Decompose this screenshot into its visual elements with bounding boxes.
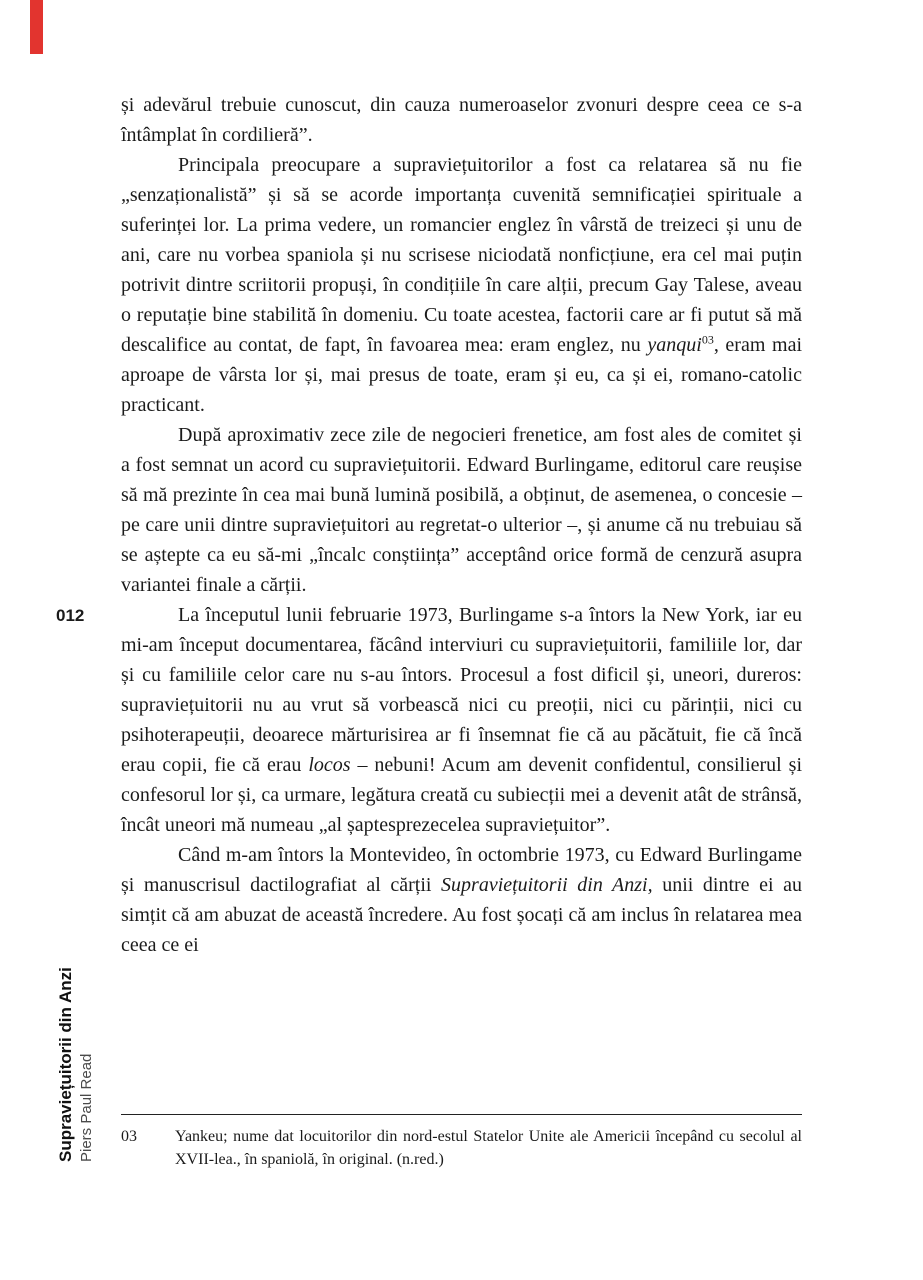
footnote-reference: 03 bbox=[701, 332, 714, 347]
body-run: unii dintre ei au simțit că am abuzat de această încredere. Au fost șocați că am inclus în relatarea mea ceea ce ei bbox=[121, 874, 803, 956]
footnote-rule bbox=[121, 1114, 802, 1115]
paragraph bbox=[121, 90, 802, 150]
body-text bbox=[121, 90, 802, 960]
accent-bar bbox=[30, 0, 43, 54]
body-run: – nebuni! Acum am devenit confidentul, consilierul și confesorul lor și, ca urmare, legătura creată cu subiecții mei a devenit atât de strânsă, încât uneori mă numeau „al șaptesprezecelea supraviețuitor”. bbox=[121, 754, 803, 836]
page-number: 012 bbox=[56, 606, 85, 625]
spine-author-name: Piers Paul Read bbox=[78, 1053, 95, 1162]
body-run: La începutul lunii februarie 1973, Burlingame s-a întors la New York, iar eu mi-am început documentarea, făcând interviuri cu supraviețuitorii, familiile lor, dar și cu familiile celor care nu s-au întors. Procesul a fost dificil și, uneori, dureros: supraviețuitorii nu au vrut să vorbească nici cu preoții, nici cu părinții, nici cu psihoterapeuții, deoarece mărturisirea ar fi însemnat fie că au păcătuit, fie că încă erau copii, fie că erau bbox=[121, 604, 802, 776]
spine bbox=[55, 967, 96, 1162]
italic-text: yanqui bbox=[647, 334, 702, 356]
footnote bbox=[121, 1126, 802, 1171]
paragraph bbox=[121, 150, 802, 420]
italic-text: locos bbox=[308, 754, 351, 776]
paragraph bbox=[121, 840, 802, 960]
italic-text: Supraviețuitorii din Anzi, bbox=[441, 874, 653, 896]
body-run: Când m-am întors la Montevideo, în octombrie 1973, cu Edward Burlingame și manuscrisul dactilografiat al cărții bbox=[121, 844, 802, 896]
paragraph bbox=[121, 600, 802, 840]
body-run: După aproximativ zece zile de negocieri frenetice, am fost ales de comitet și a fost semnat un acord cu supraviețuitorii. Edward Burlingame, editorul care reușise să mă prezinte în cea mai bună lumină posibilă, a obținut, de asemenea, o concesie – pe care unii dintre supraviețuitori au regretat-o ulterior –, și anume că nu trebuiau să se aștepte ca eu să-mi „încalc conștiința” acceptând orice formă de cenzură asupra variantei finale a cărții. bbox=[121, 424, 802, 596]
body-run: , eram mai aproape de vârsta lor și, mai presus de toate, eram și eu, ca și ei, romano-catolic practicant. bbox=[121, 334, 802, 416]
footnote-marker: 03 bbox=[121, 1128, 137, 1145]
spine-book-title: Supraviețuitorii din Anzi bbox=[56, 967, 75, 1162]
footnote-text: Yankeu; nume dat locuitorilor din nord-estul Statelor Unite ale Americii începând cu secolul al XVII-lea., în spaniolă, în original. (n.red.) bbox=[175, 1128, 802, 1168]
body-run: și adevărul trebuie cunoscut, din cauza numeroaselor zvonuri despre ceea ce s-a întâmplat în cordilieră”. bbox=[121, 94, 802, 146]
body-run: Principala preocupare a supraviețuitorilor a fost ca relatarea să nu fie „senzaționalistă” și să se acorde importanța cuvenită semnificației spirituale a suferinței lor. La prima vedere, un romancier englez în vârstă de treizeci și unu de ani, care nu vorbea spaniola și nu scrisese niciodată nonficțiune, era cel mai puțin potrivit dintre scriitorii propuși, în condițiile în care alții, precum Gay Talese, aveau o reputație bine stabilită în domeniu. Cu toate acestea, factorii care ar fi putut să mă descalifice au contat, de fapt, în favoarea mea: eram englez, nu bbox=[121, 154, 802, 356]
paragraph bbox=[121, 420, 802, 600]
